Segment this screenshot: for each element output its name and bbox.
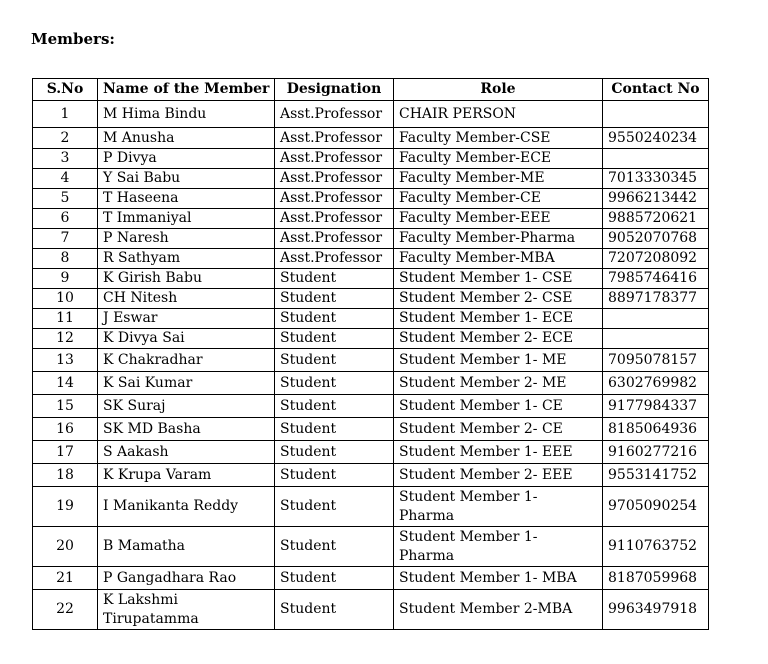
table-row: [33, 527, 709, 567]
cell-role: Student Member 1- EEE: [394, 441, 603, 464]
table-row: [33, 349, 709, 372]
cell-role: Student Member 2-MBA: [394, 590, 603, 630]
cell-role: Faculty Member-Pharma: [394, 229, 603, 249]
table-row: [33, 487, 709, 527]
cell-contact: 9963497918: [603, 590, 709, 630]
cell-role: Student Member 2- CSE: [394, 289, 603, 309]
cell-sno: 13: [33, 349, 98, 372]
cell-contact: 7207208092: [603, 249, 709, 269]
cell-sno: 1: [33, 101, 98, 128]
cell-role: Student Member 1- MBA: [394, 567, 603, 590]
cell-designation: Asst.Professor: [275, 209, 394, 229]
cell-contact: 9160277216: [603, 441, 709, 464]
table-row: [33, 464, 709, 487]
cell-contact: 9966213442: [603, 189, 709, 209]
cell-contact: 7095078157: [603, 349, 709, 372]
cell-designation: Student: [275, 395, 394, 418]
cell-role: Student Member 2- ECE: [394, 329, 603, 349]
header-name: Name of the Member: [98, 79, 275, 101]
table-row: [33, 128, 709, 149]
cell-role: Student Member 1- ECE: [394, 309, 603, 329]
cell-designation: Student: [275, 269, 394, 289]
cell-contact: 9550240234: [603, 128, 709, 149]
cell-contact: 9052070768: [603, 229, 709, 249]
table-row: [33, 567, 709, 590]
cell-sno: 4: [33, 169, 98, 189]
cell-designation: Student: [275, 464, 394, 487]
cell-name: K Divya Sai: [98, 329, 275, 349]
cell-contact: 9705090254: [603, 487, 709, 527]
cell-role: Faculty Member-ECE: [394, 149, 603, 169]
cell-designation: Asst.Professor: [275, 249, 394, 269]
cell-name: M Anusha: [98, 128, 275, 149]
cell-contact: 8187059968: [603, 567, 709, 590]
cell-contact: 8897178377: [603, 289, 709, 309]
cell-name: K Chakradhar: [98, 349, 275, 372]
table-row: [33, 269, 709, 289]
cell-sno: 21: [33, 567, 98, 590]
cell-role: Student Member 1- Pharma: [394, 487, 603, 527]
table-row: [33, 418, 709, 441]
cell-sno: 18: [33, 464, 98, 487]
cell-designation: Student: [275, 590, 394, 630]
table-row: [33, 101, 709, 128]
cell-name: CH Nitesh: [98, 289, 275, 309]
cell-designation: Student: [275, 441, 394, 464]
cell-designation: Student: [275, 418, 394, 441]
table-row: [33, 590, 709, 630]
cell-designation: Asst.Professor: [275, 189, 394, 209]
table-row: [33, 309, 709, 329]
cell-name: P Divya: [98, 149, 275, 169]
cell-contact: [603, 309, 709, 329]
cell-role: Faculty Member-CSE: [394, 128, 603, 149]
table-row: [33, 329, 709, 349]
cell-contact: [603, 329, 709, 349]
cell-sno: 15: [33, 395, 98, 418]
cell-contact: 7013330345: [603, 169, 709, 189]
cell-sno: 5: [33, 189, 98, 209]
cell-name: S Aakash: [98, 441, 275, 464]
cell-sno: 9: [33, 269, 98, 289]
cell-contact: [603, 101, 709, 128]
cell-designation: Asst.Professor: [275, 101, 394, 128]
cell-sno: 14: [33, 372, 98, 395]
cell-contact: 9553141752: [603, 464, 709, 487]
cell-sno: 2: [33, 128, 98, 149]
cell-role: Student Member 1- ME: [394, 349, 603, 372]
cell-name: SK Suraj: [98, 395, 275, 418]
cell-designation: Student: [275, 329, 394, 349]
cell-name: R Sathyam: [98, 249, 275, 269]
cell-designation: Student: [275, 289, 394, 309]
cell-role: Student Member 1- Pharma: [394, 527, 603, 567]
cell-sno: 20: [33, 527, 98, 567]
cell-role: Student Member 2- EEE: [394, 464, 603, 487]
header-designation: Designation: [275, 79, 394, 101]
cell-contact: 7985746416: [603, 269, 709, 289]
cell-role: Student Member 1- CSE: [394, 269, 603, 289]
cell-name: K Krupa Varam: [98, 464, 275, 487]
cell-contact: [603, 149, 709, 169]
cell-designation: Student: [275, 567, 394, 590]
cell-name: M Hima Bindu: [98, 101, 275, 128]
cell-designation: Asst.Professor: [275, 229, 394, 249]
cell-contact: 8185064936: [603, 418, 709, 441]
cell-sno: 8: [33, 249, 98, 269]
table-row: [33, 149, 709, 169]
cell-name: I Manikanta Reddy: [98, 487, 275, 527]
cell-designation: Student: [275, 349, 394, 372]
cell-role: CHAIR PERSON: [394, 101, 603, 128]
cell-sno: 10: [33, 289, 98, 309]
cell-role: Faculty Member-CE: [394, 189, 603, 209]
header-role: Role: [394, 79, 603, 101]
cell-designation: Asst.Professor: [275, 169, 394, 189]
table-row: [33, 189, 709, 209]
cell-designation: Student: [275, 487, 394, 527]
cell-sno: 12: [33, 329, 98, 349]
table-header-row: [33, 79, 709, 101]
cell-sno: 16: [33, 418, 98, 441]
cell-role: Student Member 2- CE: [394, 418, 603, 441]
cell-role: Faculty Member-ME: [394, 169, 603, 189]
table-row: [33, 229, 709, 249]
cell-contact: 9177984337: [603, 395, 709, 418]
cell-name: T Haseena: [98, 189, 275, 209]
cell-sno: 17: [33, 441, 98, 464]
table-row: [33, 441, 709, 464]
table-row: [33, 289, 709, 309]
table-row: [33, 169, 709, 189]
cell-sno: 3: [33, 149, 98, 169]
table-row: [33, 249, 709, 269]
cell-name: B Mamatha: [98, 527, 275, 567]
cell-name: K Lakshmi Tirupatamma: [98, 590, 275, 630]
cell-name: J Eswar: [98, 309, 275, 329]
cell-designation: Student: [275, 372, 394, 395]
page-title: Members:: [31, 30, 115, 48]
cell-role: Student Member 2- ME: [394, 372, 603, 395]
cell-sno: 7: [33, 229, 98, 249]
cell-designation: Student: [275, 309, 394, 329]
cell-sno: 22: [33, 590, 98, 630]
cell-role: Faculty Member-EEE: [394, 209, 603, 229]
cell-contact: 6302769982: [603, 372, 709, 395]
cell-sno: 6: [33, 209, 98, 229]
cell-name: K Sai Kumar: [98, 372, 275, 395]
header-sno: S.No: [33, 79, 98, 101]
cell-role: Faculty Member-MBA: [394, 249, 603, 269]
cell-designation: Student: [275, 527, 394, 567]
cell-sno: 11: [33, 309, 98, 329]
cell-name: P Gangadhara Rao: [98, 567, 275, 590]
cell-contact: 9110763752: [603, 527, 709, 567]
cell-role: Student Member 1- CE: [394, 395, 603, 418]
cell-designation: Asst.Professor: [275, 128, 394, 149]
cell-name: P Naresh: [98, 229, 275, 249]
table-body: [33, 101, 709, 630]
cell-name: Y Sai Babu: [98, 169, 275, 189]
cell-name: SK MD Basha: [98, 418, 275, 441]
header-contact: Contact No: [603, 79, 709, 101]
table-row: [33, 395, 709, 418]
cell-contact: 9885720621: [603, 209, 709, 229]
cell-sno: 19: [33, 487, 98, 527]
cell-designation: Asst.Professor: [275, 149, 394, 169]
cell-name: T Immaniyal: [98, 209, 275, 229]
table-row: [33, 372, 709, 395]
table-row: [33, 209, 709, 229]
cell-name: K Girish Babu: [98, 269, 275, 289]
members-table: [32, 78, 709, 630]
